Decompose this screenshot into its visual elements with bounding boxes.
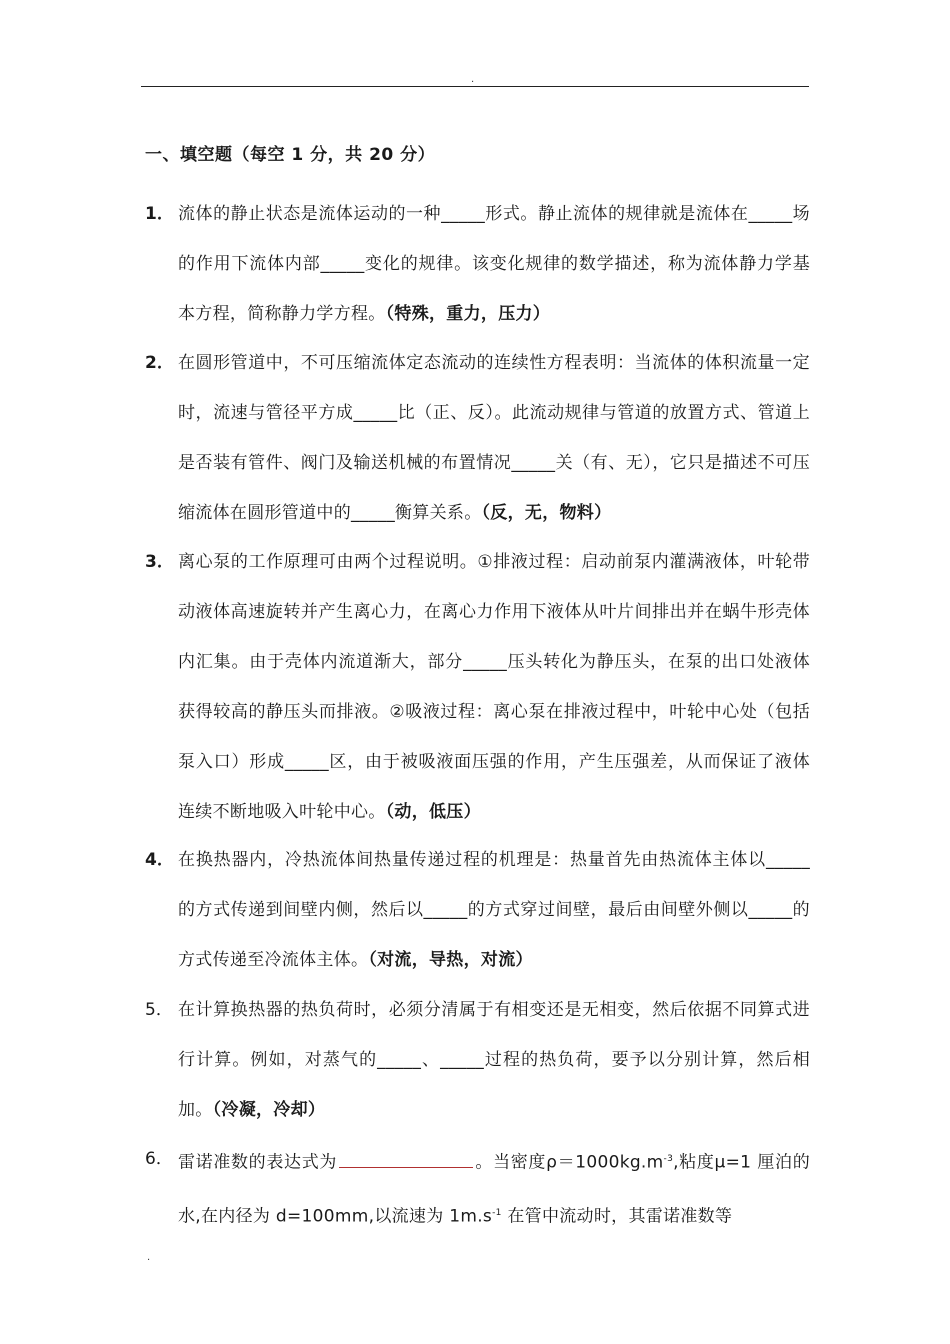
- question-6: [145, 1134, 810, 1241]
- question-answer: （特殊，重力，压力）: [385, 304, 551, 324]
- question-number: 1．: [145, 204, 174, 224]
- question-2: [145, 338, 810, 538]
- answer-blank[interactable]: [339, 1149, 473, 1168]
- question-text: [178, 1134, 810, 1241]
- question-number: 3．: [145, 552, 174, 572]
- question-body: 在计算换热器的热负荷时，必须分清属于有相变还是无相变，然后依据不同算式进行计算。例如，对蒸气的_____、_____过程的热负荷，要予以分别计算，然后相加。: [178, 1000, 810, 1120]
- question-answer: （冷凝，冷却）: [212, 1100, 326, 1120]
- superscript: -3: [663, 1154, 674, 1164]
- question-answer: （对流，导热，对流）: [368, 950, 533, 970]
- question-answer: （反，无，物料）: [481, 503, 612, 523]
- question-text: [178, 189, 810, 339]
- question-text-part: ,粘度μ=1 厘泊的水,在内径为 d=100mm,以流速为 1m.s: [178, 1152, 811, 1227]
- question-text-part: 在管中流动时，其雷诺准数等: [501, 1206, 733, 1227]
- question-body: 在圆形管道中，不可压缩流体定态流动的连续性方程表明：当流体的体积流量一定时，流速与管径平方成_____比（正、反）。此流动规律与管道的放置方式、管道上是否装有管件、阀门及输送机械的布置情况_____关（有、无），它只是描述不可压缩流体在圆形管道中的_____衡算关系。: [178, 353, 810, 523]
- question-3: [145, 537, 810, 837]
- question-answer: （动，低压）: [385, 802, 481, 822]
- question-body: 离心泵的工作原理可由两个过程说明。①排液过程：启动前泵内灌满液体，叶轮带动液体高速旋转并产生离心力，在离心力作用下液体从叶片间排出并在蜗牛形壳体内汇集。由于壳体内流道渐大，部分_____压头转化为静压头，在泵的出口处液体获得较高的静压头而排液。②吸液过程：离心泵在排液过程中，叶轮中心处（包括泵入口）形成_____区，由于被吸液面压强的作用，产生压强差，从而保证了液体连续不断地吸入叶轮中心。: [178, 552, 810, 822]
- question-number: 5．: [145, 1000, 173, 1020]
- section-title: 一、填空题（每空 1 分，共 20 分）: [145, 145, 436, 165]
- question-text: [178, 537, 810, 837]
- footer-dot: .: [147, 1252, 151, 1263]
- question-body: 在换热器内，冷热流体间热量传递过程的机理是：热量首先由热流体主体以_____的方式传递到间壁内侧，然后以_____的方式穿过间壁，最后由间壁外侧以_____的方式传递至冷流体主体。: [178, 850, 810, 970]
- question-text-part: 雷诺准数的表达式为: [178, 1152, 338, 1173]
- superscript: -1: [492, 1207, 502, 1218]
- question-1: [145, 189, 810, 339]
- question-text: [178, 338, 810, 538]
- question-4: [145, 835, 810, 985]
- header-rule: [141, 86, 809, 87]
- question-text-part: 。当密度ρ＝1000kg.m: [475, 1152, 664, 1173]
- question-number: 4．: [145, 850, 174, 870]
- header-dot: .: [471, 74, 475, 85]
- question-text: [178, 985, 810, 1135]
- question-text: [178, 835, 810, 985]
- question-number: 2．: [145, 353, 174, 373]
- question-number: 6．: [145, 1149, 173, 1169]
- question-5: [145, 985, 810, 1135]
- question-body: 流体的静止状态是流体运动的一种_____形式。静止流体的规律就是流体在_____场的作用下流体内部_____变化的规律。该变化规律的数学描述，称为流体静力学基本方程，简称静力学方程。: [178, 204, 810, 324]
